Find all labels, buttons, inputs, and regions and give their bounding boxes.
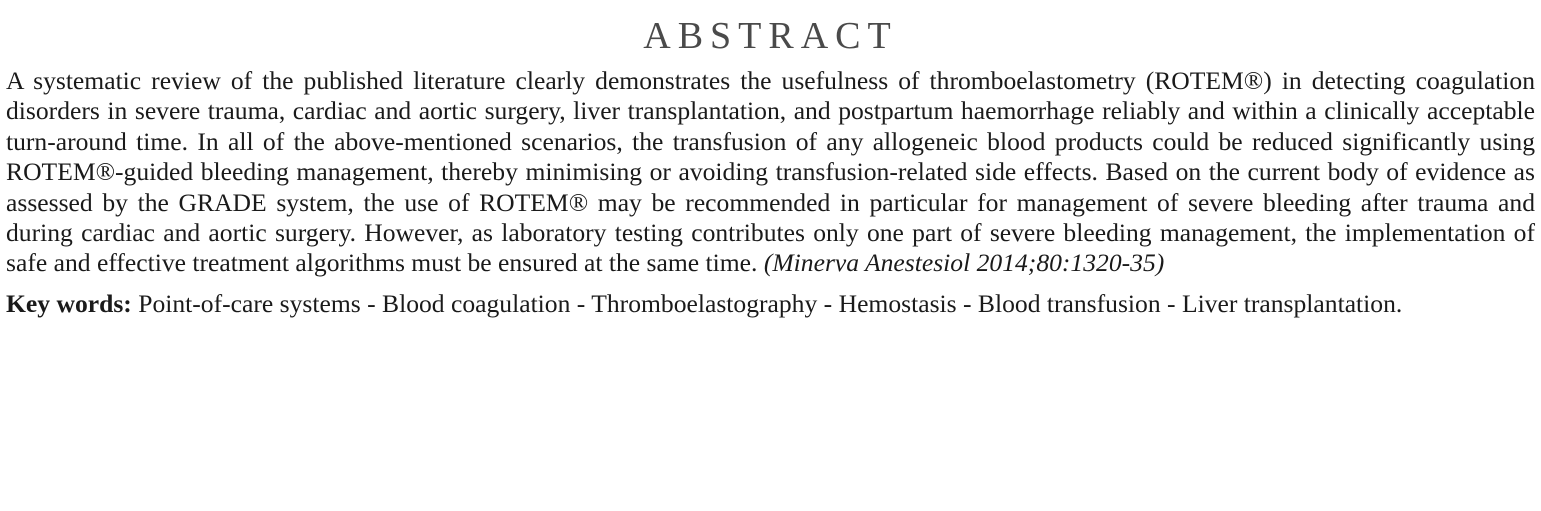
abstract-paragraph: [6, 66, 1535, 279]
abstract-heading: ABSTRACT: [643, 15, 898, 57]
keywords-label: Key words:: [6, 288, 132, 318]
abstract-citation: (Minerva Anestesiol 2014;80:1320-35): [763, 248, 1165, 278]
keywords-paragraph: [6, 289, 1535, 319]
abstract-text: A systematic review of the published literature clearly demonstrates the usefulness of thromboelastometry (ROTEM®) in detecting coagulation disorders in severe trauma, cardiac and aortic surgery, liver transplantation, and postpartum haemorrhage reliably and within a clinically acceptable turn-around time. In all of the above-mentioned scenarios, the transfusion of any allogeneic blood products could be reduced significantly using ROTEM®-guided bleeding management, thereby minimising or avoiding transfusion-related side effects. Based on the current body of evidence as assessed by the GRADE system, the use of ROTEM® may be recommended in particular for management of severe bleeding after trauma and during cardiac and aortic surgery. However, as laboratory testing contributes only one part of severe bleeding management, the implementation of safe and effective treatment algorithms must be ensured at the same time.: [6, 66, 1535, 278]
keywords-text: Point-of-care systems - Blood coagulation - Thromboelastography - Hemostasis - Blood transfusion - Liver transplantation.: [138, 288, 1403, 318]
